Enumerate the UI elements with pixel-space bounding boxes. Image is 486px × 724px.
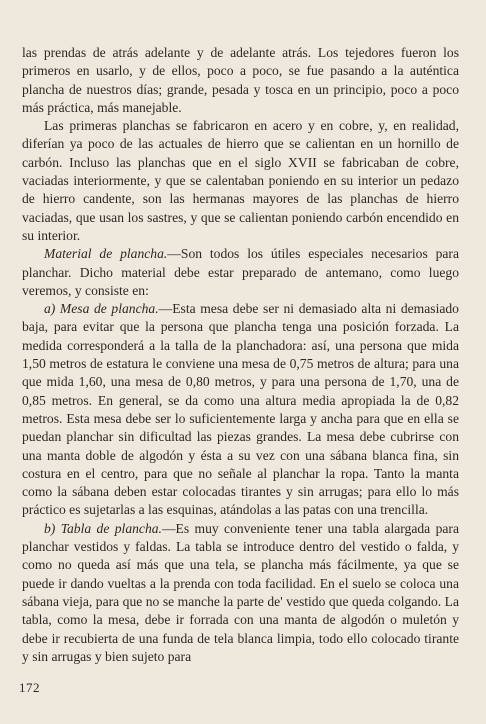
paragraph-text: Las primeras planchas se fabricaron en acero y en cobre, y, en realidad, diferían ya poco de las actuales de hierro que se calientan en un hornillo de carbón. Incluso las planchas que en el siglo XVII se fabricaban de cobre, vaciadas interiormente, y que se calentaban poniendo en su interior un pedazo de hierro candente, son las hermanas mayores de las planchas de hierro vaciadas, que usan los sastres, y que se calientan poniendo carbón encendido en su interior. <box>22 118 459 243</box>
section-heading: Material de plancha. <box>44 246 168 262</box>
page-number: 172 <box>19 680 40 695</box>
paragraph-text: las prendas de atrás adelante y de adelante atrás. Los tejedores fueron los primeros en usarlo, y de ellos, poco a poco, se fue pasando a la auténtica plancha de nuestros días; grande, pesada y tosca en un principio, poco a poco más práctica, más manejable. <box>22 45 459 115</box>
paragraph <box>22 245 459 300</box>
paragraph <box>22 520 459 666</box>
paragraph <box>22 44 459 117</box>
paragraph <box>22 117 459 245</box>
paragraph-text: —Son todos los útiles especiales necesarios para planchar. Dicho material debe estar preparado de antemano, como luego veremos, y consiste en: <box>22 246 459 298</box>
section-heading: a) Mesa de plancha. <box>44 301 159 317</box>
paragraph-text: —Es muy conveniente tener una tabla alargada para planchar vestidos y faldas. La tabla se introduce dentro del vestido o falda, y como no queda así más que una tela, se plancha más fácilmente, ya que se puede ir dando vueltas a la prenda con toda facilidad. En el suelo se coloca una sábana vieja, para que no se manche la parte de' vestido que queda colgando. La tabla, como la mesa, debe ir forrada con una manta de algodón o muletón y debe ir recubierta de una funda de tela blanca limpia, todo ello colocado tirante y sin arrugas y bien sujeto para <box>22 520 459 664</box>
paragraph-text: —Esta mesa debe ser ni demasiado alta ni demasiado baja, para evitar que la persona que plancha tenga una posición forzada. La medida corresponderá a la talla de la planchadora: así, una persona que mida 1,50 metros de estatura le conviene una mesa de 0,75 metros de altura; para una que mida 1,60, una mesa de 0,80 metros, y para una persona de 1,70, una de 0,85 metros. En general, se da como una altura media apropiada la de 0,82 metros. Esta mesa debe ser lo suficientemente larga y ancha para que en ella se puedan planchar sin dificultad las piezas grandes. La mesa debe cubrirse con una manta doble de algodón y ésta a su vez con una sábana blanca fina, sin costura en el centro, para que no señale al planchar la ropa. Tanto la manta como la sábana deben estar colocadas tirantes y sin arrugas; para ello lo más práctico es sujetarlas a las esquinas, atándolas a las patas con una trencilla. <box>22 301 459 518</box>
section-heading: b) Tabla de plancha. <box>44 520 162 536</box>
page-body <box>22 44 459 666</box>
paragraph <box>22 300 459 520</box>
